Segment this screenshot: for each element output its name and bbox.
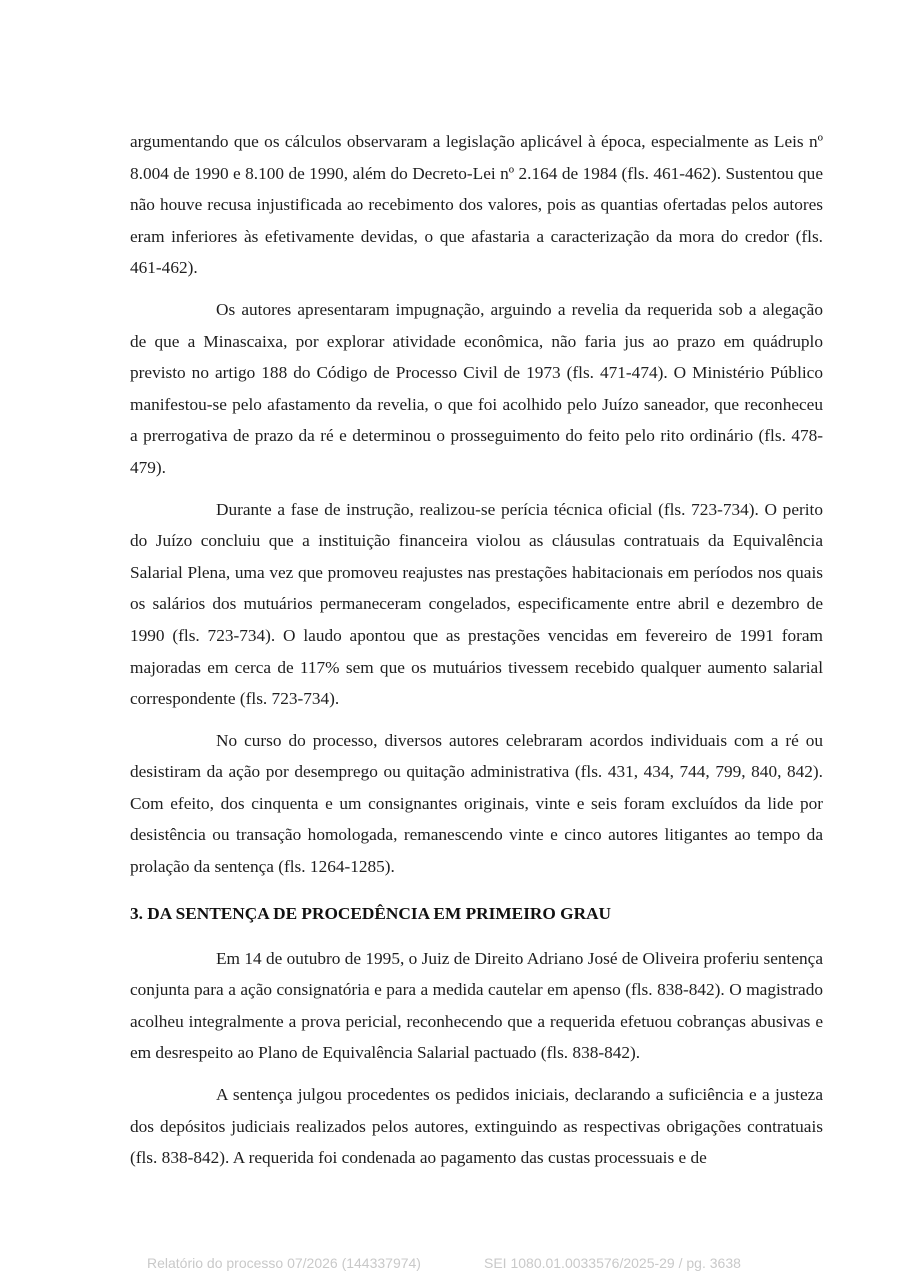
paragraph-sentenca: Em 14 de outubro de 1995, o Juiz de Direito Adriano José de Oliveira proferiu sentença conjunta para a ação consignatória e para a medida cautelar em apenso (fls. 838-842). O magistrado acolheu integralmente a prova pericial, reconhecendo que a requerida efetuou cobranças abusivas e em desrespeito ao Plano de Equivalência Salarial pactuado (fls. 838-842).	[130, 948, 823, 1063]
paragraph-procedencia: A sentença julgou procedentes os pedidos iniciais, declarando a suficiência e a justeza dos depósitos judiciais realizados pelos autores, extinguindo as respectivas obrigações contratuais (fls. 838-842). A requerida foi condenada ao pagamento das custas processuais e de	[130, 1085, 823, 1168]
document-body	[130, 126, 823, 1184]
footer-sei-reference: SEI 1080.01.0033576/2025-29 / pg. 3638	[484, 1255, 741, 1271]
paragraph-impugnacao: Os autores apresentaram impugnação, arguindo a revelia da requerida sob a alegação de que a Minascaixa, por explorar atividade econômica, não faria jus ao prazo em quádruplo previsto no artigo 188 do Código de Processo Civil de 1973 (fls. 471-474). O Ministério Público manifestou-se pelo afastamento da revelia, o que foi acolhido pelo Juízo saneador, que reconheceu a prerrogativa de prazo da ré e determinou o prosseguimento do feito pelo rito ordinário (fls. 478-479).	[130, 299, 823, 477]
footer-report-reference: Relatório do processo 07/2026 (144337974)	[147, 1255, 421, 1271]
section-heading: 3. DA SENTENÇA DE PROCEDÊNCIA EM PRIMEIRO GRAU	[130, 903, 612, 923]
paragraph-instrucao: Durante a fase de instrução, realizou-se perícia técnica oficial (fls. 723-734). O perito do Juízo concluiu que a instituição financeira violou as cláusulas contratuais da Equivalência Salarial Plena, uma vez que promoveu reajustes nas prestações habitacionais em períodos nos quais os salários dos mutuários permaneceram congelados, especificamente entre abril e dezembro de 1990 (fls. 723-734). O laudo apontou que as prestações vencidas em fevereiro de 1991 foram majoradas em cerca de 117% sem que os mutuários tivessem recebido qualquer aumento salarial correspondente (fls. 723-734).	[130, 499, 823, 709]
paragraph-continuation: argumentando que os cálculos observaram a legislação aplicável à época, especialmente as Leis nº 8.004 de 1990 e 8.100 de 1990, além do Decreto-Lei nº 2.164 de 1984 (fls. 461-462). Sustentou que não houve recusa injustificada ao recebimento dos valores, pois as quantias ofertadas pelos autores eram inferiores às efetivamente devidas, o que afastaria a caracterização da mora do credor (fls. 461-462).	[130, 132, 823, 278]
paragraph-acordos: No curso do processo, diversos autores celebraram acordos individuais com a ré ou desistiram da ação por desemprego ou quitação administrativa (fls. 431, 434, 744, 799, 840, 842). Com efeito, dos cinquenta e um consignantes originais, vinte e seis foram excluídos da lide por desistência ou transação homologada, remanescendo vinte e cinco autores litigantes ao tempo da prolação da sentença (fls. 1264-1285).	[130, 730, 823, 877]
